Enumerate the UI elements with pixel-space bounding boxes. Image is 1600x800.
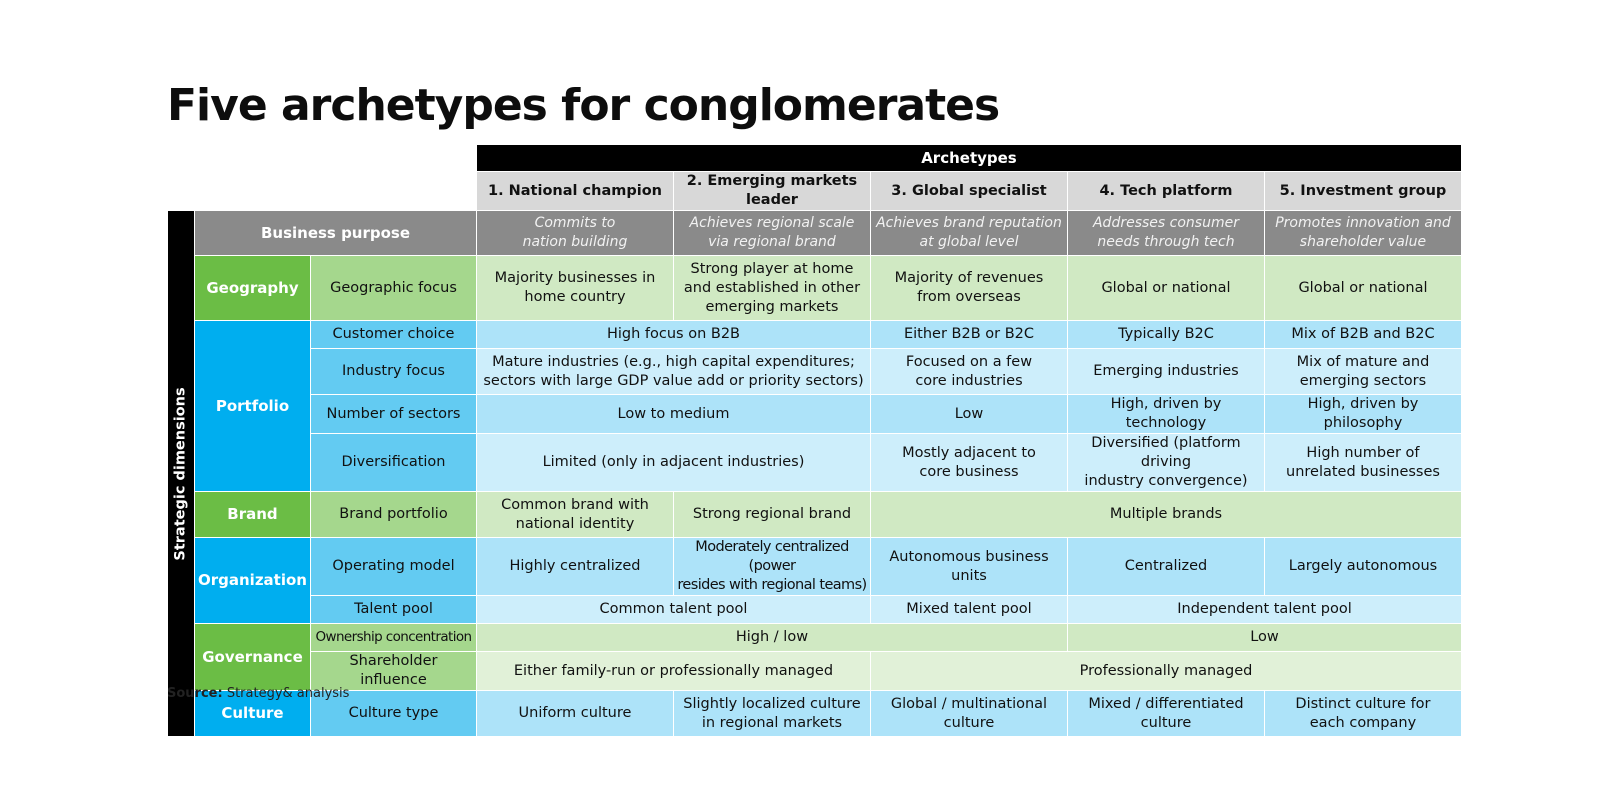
dimension-governance: Governance [195,624,311,691]
table-cell: Multiple brands [870,492,1461,538]
source-note [167,686,349,701]
source-label: Source: [167,686,223,701]
table-cell: Diversified (platform driving industry convergence) [1067,434,1264,492]
table-cell: Mature industries (e.g., high capital expenditures; sectors with large GDP value add or priority sectors) [476,349,870,395]
table-cell: Limited (only in adjacent industries) [476,434,870,492]
row-operating-model [168,538,1462,596]
table-cell: Low [870,395,1067,434]
strategic-dimensions-text: Strategic dimensions [172,386,189,561]
row-number-of-sectors [168,395,1462,434]
header-blank [168,172,477,211]
table-cell: Typically B2C [1067,321,1264,349]
row-label-brand-portfolio: Brand portfolio [310,492,476,538]
table-cell: Either B2B or B2C [870,321,1067,349]
row-industry-focus [168,349,1462,395]
row-diversification [168,434,1462,492]
table-cell: Largely autonomous [1264,538,1461,596]
row-label-talent-pool: Talent pool [310,596,476,624]
business-purpose-cell: Achieves brand reputation at global level [870,211,1067,256]
archetypes-table [167,144,1462,737]
business-purpose-cell: Promotes innovation and shareholder value [1264,211,1461,256]
business-purpose-label: Business purpose [195,211,477,256]
dimension-brand: Brand [195,492,311,538]
dimension-culture: Culture [195,691,311,737]
source-text: Strategy& analysis [222,686,350,701]
row-label-geographic-focus: Geographic focus [310,256,476,321]
row-geographic-focus [168,256,1462,321]
table-cell: Highly centralized [476,538,673,596]
table-cell: Mix of mature and emerging sectors [1264,349,1461,395]
row-label-industry-focus: Industry focus [310,349,476,395]
table-cell: Moderately centralized (power resides with regional teams) [673,538,870,596]
table-cell: Global / multinational culture [870,691,1067,737]
row-culture-type [168,691,1462,737]
table-cell: High number of unrelated businesses [1264,434,1461,492]
table-cell: High focus on B2B [476,321,870,349]
row-ownership-concentration [168,624,1462,652]
table-cell: Common talent pool [476,596,870,624]
row-talent-pool [168,596,1462,624]
row-label-number-of-sectors: Number of sectors [310,395,476,434]
dimension-organization: Organization [195,538,311,624]
strategic-dimensions-label [168,211,195,737]
column-header-investment-group: 5. Investment group [1264,172,1461,211]
table-cell: Mixed / differentiated culture [1067,691,1264,737]
column-header-global-specialist: 3. Global specialist [870,172,1067,211]
business-purpose-cell: Achieves regional scale via regional brand [673,211,870,256]
table-cell: Distinct culture for each company [1264,691,1461,737]
table-cell: Mostly adjacent to core business [870,434,1067,492]
table-cell: Global or national [1067,256,1264,321]
dimension-portfolio: Portfolio [195,321,311,492]
table-cell: Slightly localized culture in regional markets [673,691,870,737]
table-cell: Independent talent pool [1067,596,1461,624]
table-cell: High / low [476,624,1067,652]
table-cell: Emerging industries [1067,349,1264,395]
header-row-archetypes [168,145,1462,172]
row-label-ownership-concentration: Ownership concentration [310,624,476,652]
row-business-purpose [168,211,1462,256]
row-label-operating-model: Operating model [310,538,476,596]
table-cell: High, driven by technology [1067,395,1264,434]
table-cell: Global or national [1264,256,1461,321]
row-label-customer-choice: Customer choice [310,321,476,349]
page-title: Five archetypes for conglomerates [167,80,1000,131]
table-cell: Majority businesses in home country [476,256,673,321]
table-cell: Centralized [1067,538,1264,596]
table-cell: Uniform culture [476,691,673,737]
table-cell: Either family-run or professionally managed [476,652,870,691]
table-cell: Autonomous business units [870,538,1067,596]
business-purpose-cell: Commits to nation building [476,211,673,256]
table-cell: Mix of B2B and B2C [1264,321,1461,349]
table-cell: Strong player at home and established in other emerging markets [673,256,870,321]
table-cell: Mixed talent pool [870,596,1067,624]
table-cell: Low [1067,624,1461,652]
table-cell: Majority of revenues from overseas [870,256,1067,321]
row-label-shareholder-influence: Shareholder influence [310,652,476,691]
archetypes-header: Archetypes [476,145,1461,172]
row-label-culture-type: Culture type [310,691,476,737]
dimension-geography: Geography [195,256,311,321]
table-cell: Focused on a few core industries [870,349,1067,395]
row-brand-portfolio [168,492,1462,538]
column-header-tech-platform: 4. Tech platform [1067,172,1264,211]
header-row-columns [168,172,1462,211]
header-blank [168,145,477,172]
table-cell: Common brand with national identity [476,492,673,538]
table-cell: High, driven by philosophy [1264,395,1461,434]
column-header-emerging-markets-leader: 2. Emerging markets leader [673,172,870,211]
table-cell: Professionally managed [870,652,1461,691]
table-cell: Strong regional brand [673,492,870,538]
table-cell: Low to medium [476,395,870,434]
row-shareholder-influence [168,652,1462,691]
business-purpose-cell: Addresses consumer needs through tech [1067,211,1264,256]
row-customer-choice [168,321,1462,349]
column-header-national-champion: 1. National champion [476,172,673,211]
row-label-diversification: Diversification [310,434,476,492]
